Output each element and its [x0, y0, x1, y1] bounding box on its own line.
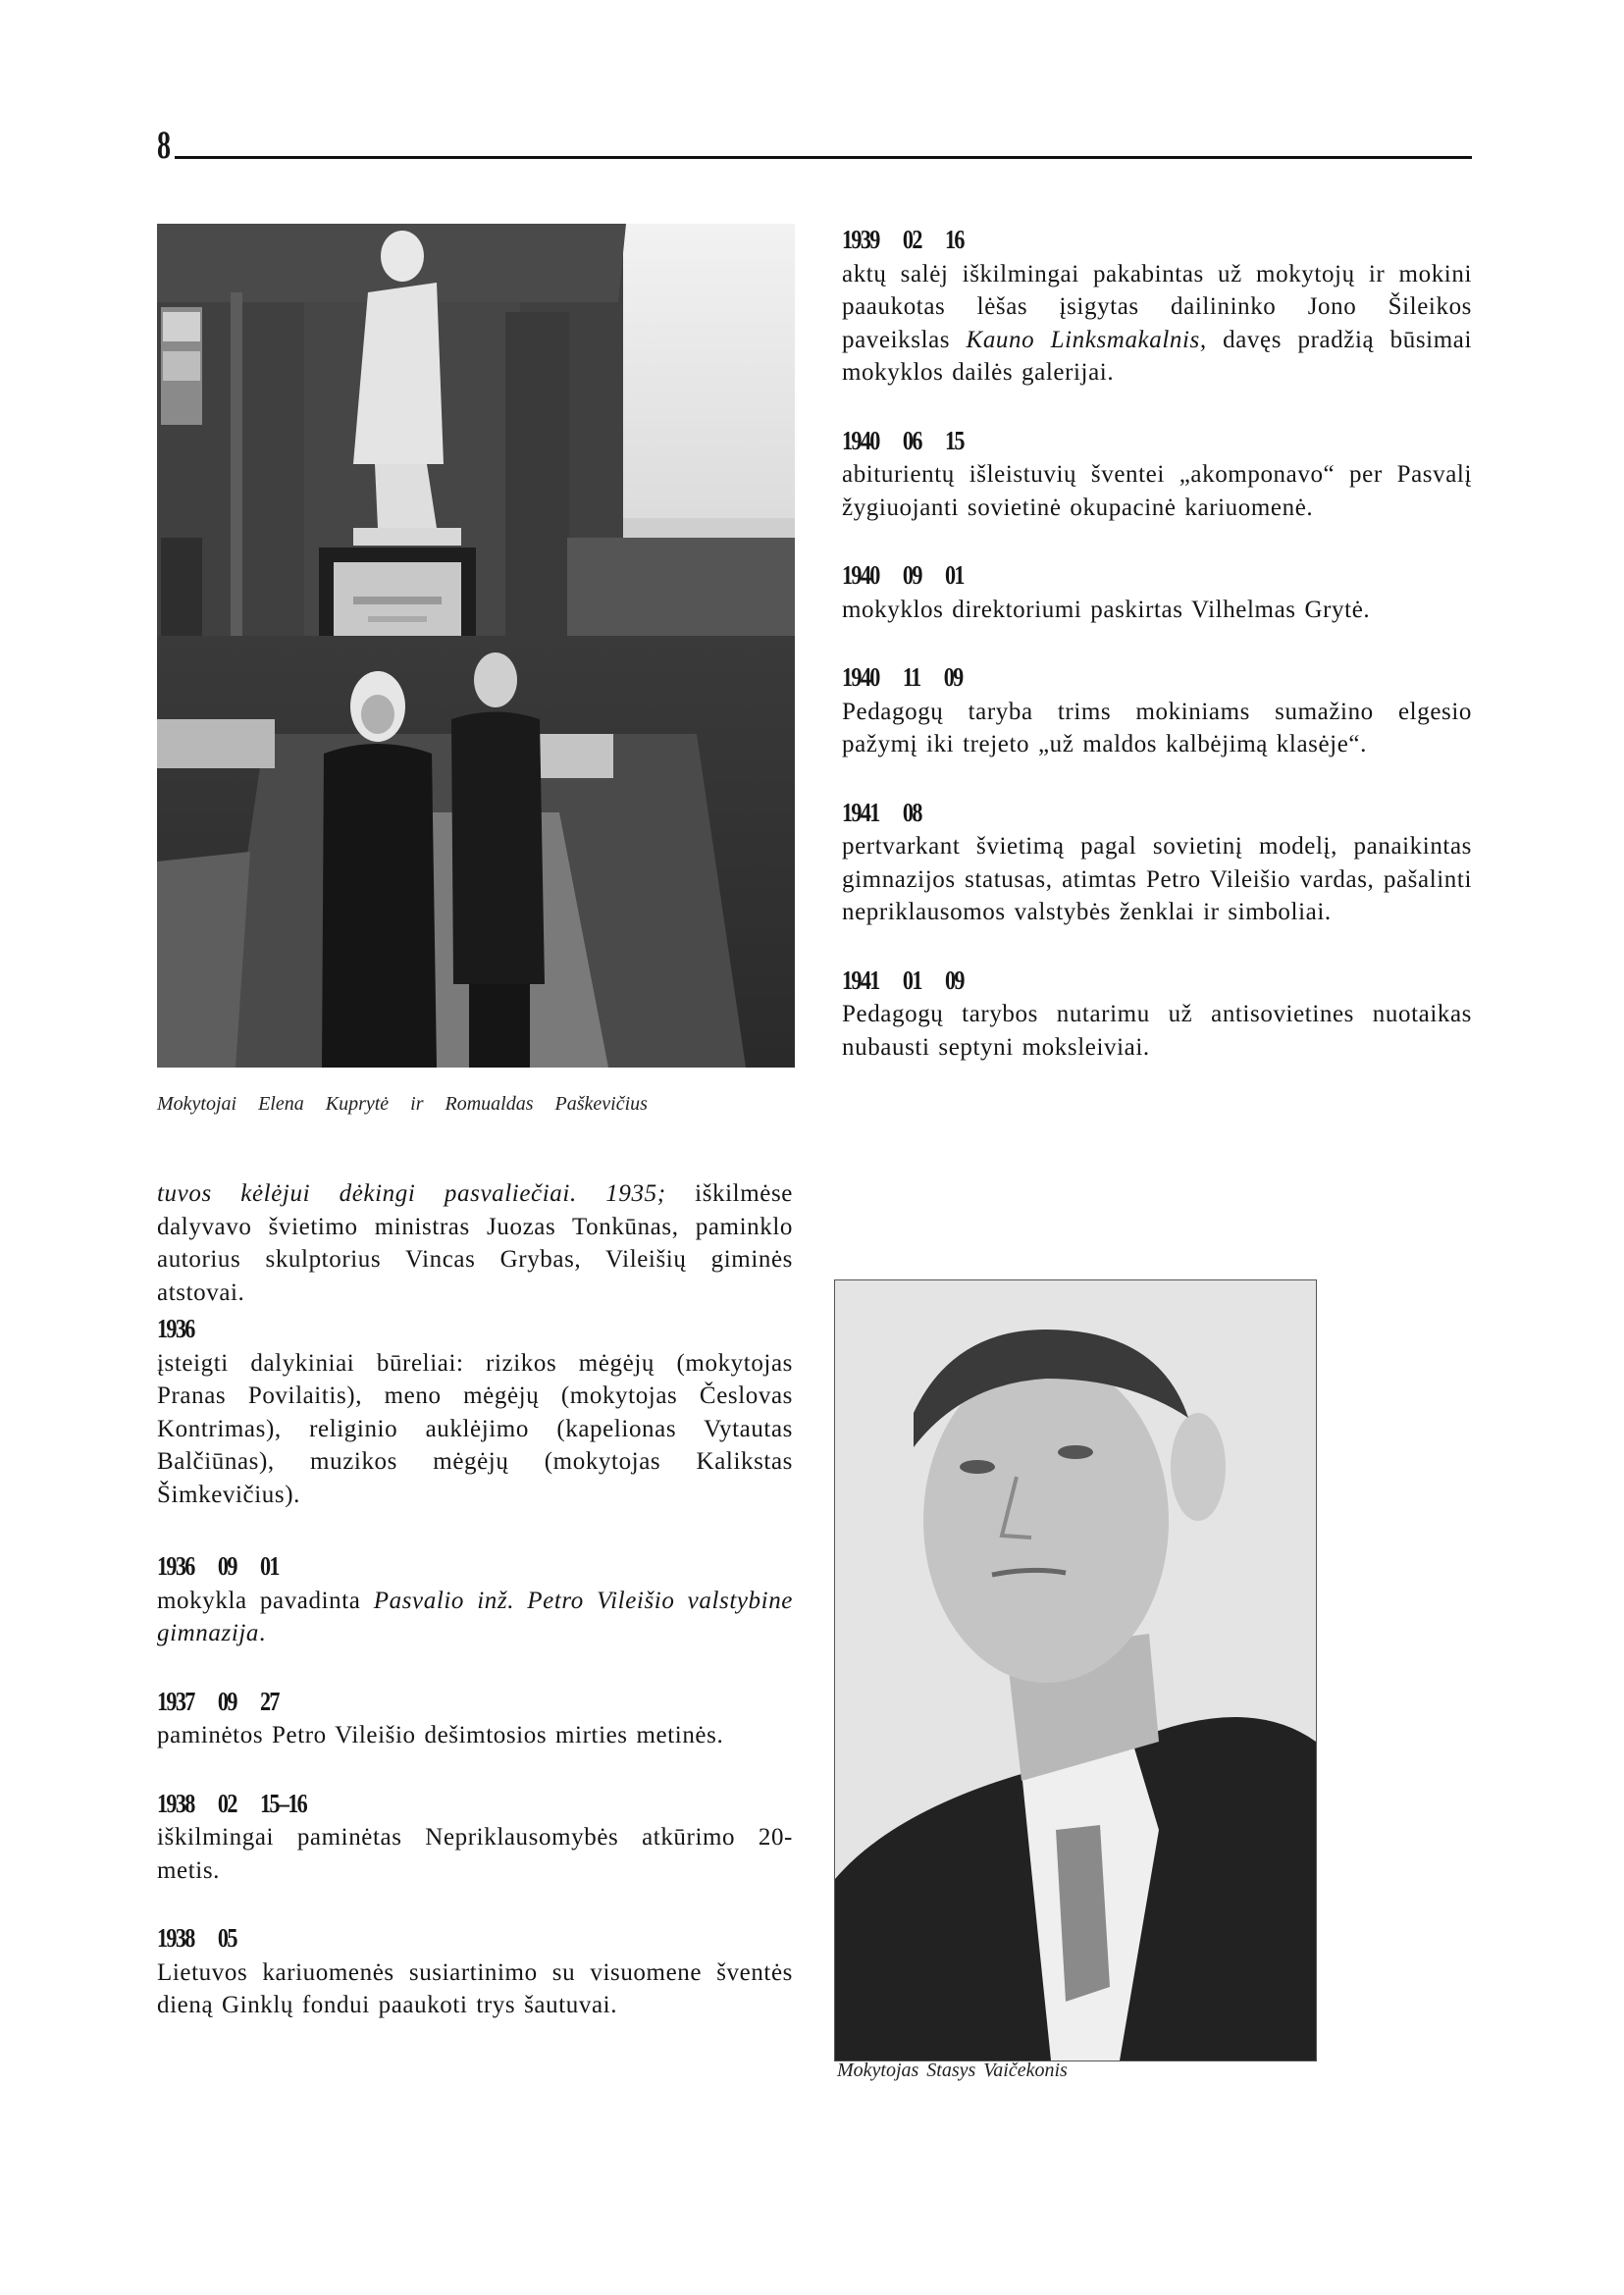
entry-text: iškilmingai paminėtas Nepriklausomybės atkūrimo 20-metis.	[157, 1824, 793, 1884]
entry-date: 1940 06 15	[842, 425, 964, 455]
entry-1938-02-15	[157, 1786, 793, 1888]
entry-date: 1940 09 01	[842, 560, 964, 590]
entry-date: 1938 05	[157, 1923, 236, 1953]
entry-1936-09-01	[157, 1548, 793, 1650]
entry-date: 1936 09 01	[157, 1551, 279, 1581]
entry-text: aktų salėj iškilmingai pakabintas už mokytojų ir mokini paaukotas lėšas įsigytas dailininko Jono Šileikos paveikslas	[842, 260, 1472, 353]
entry-date: 1940 11 09	[842, 662, 963, 692]
entry-1940-06-15	[842, 423, 1472, 525]
entry-text: Pedagogų tarybos nutarimu už antisovietines nuotaikas nubausti septyni moksleiviai.	[842, 1001, 1472, 1061]
portrait-photo-caption: Mokytojas Stasys Vaičekonis	[837, 2060, 1068, 2081]
page-number: 8	[157, 123, 171, 167]
header-rule	[175, 156, 1472, 159]
intro-italic: tuvos kėlėjui dėkingi pasvaliečiai. 1935;	[157, 1180, 666, 1207]
entry-date: 1941 08	[842, 797, 921, 827]
entry-text-end: davęs pradžią būsimai mokyklos dailės galerijai.	[842, 326, 1472, 386]
monument-photo	[157, 224, 795, 1068]
portrait-photo	[834, 1279, 1317, 2061]
entry-1939-02-16	[842, 222, 1472, 390]
entry-text: pertvarkant švietimą pagal sovietinį modelį, panaikintas gimnazijos statusas, atimtas Petro Vileišio vardas, pašalinti nepriklausomos valstybės ženklai ir simboliai.	[842, 833, 1472, 925]
entry-1940-09-01	[842, 557, 1472, 626]
monument-photo-caption: Mokytojai Elena Kuprytė ir Romualdas Paškevičius	[157, 1093, 648, 1115]
entry-text: paminėtos Petro Vileišio dešimtosios mirties metinės.	[157, 1722, 724, 1748]
entry-1941-01-09	[842, 963, 1472, 1065]
entry-date: 1941 01 09	[842, 965, 964, 995]
intro-text: iškilmėse dalyvavo švietimo ministras Juozas Tonkūnas, paminklo autorius skulptorius Vincas Grybas, Vileišių giminės atstovai.	[157, 1180, 793, 1306]
left-column	[157, 1177, 793, 2022]
entry-date: 1938 02 15–16	[157, 1788, 307, 1818]
entry-1940-11-09	[842, 659, 1472, 761]
entry-text: Lietuvos kariuomenės susiartinimo su visuomene šventės dieną Ginklų fondui paaukoti trys šautuvai.	[157, 1958, 793, 2018]
entry-1936	[157, 1311, 793, 1511]
entry-1937-09-27	[157, 1684, 793, 1752]
school-name: Pasvalio inž. Petro Vileišio valstybine gimnazija	[157, 1587, 794, 1646]
entry-1938-05	[157, 1920, 793, 2022]
entry-text-end: .	[259, 1620, 266, 1646]
entry-date: 1936	[157, 1314, 194, 1343]
right-column	[842, 222, 1472, 1064]
entry-text: abiturientų išleistuvių šventei „akomponavo“ per Pasvalį žygiuojanti sovietinė okupacinė kariuomenė.	[842, 461, 1472, 521]
entry-text: mokyklos direktoriumi paskirtas Vilhelmas Grytė.	[842, 596, 1371, 623]
entry-text: įsteigti dalykiniai būreliai: rizikos mėgėjų (mokytojas Pranas Povilaitis), meno mėgėjų (mokytojas Česlovas Kontrimas), religinio auklėjimo (kapelionas Vytautas Balčiūnas), muzikos mėgėjų (mokytojas Kalikstas Šimkevičius).	[157, 1349, 793, 1508]
entry-1941-08	[842, 795, 1472, 929]
entry-date: 1939 02 16	[842, 225, 964, 254]
entry-text: Pedagogų taryba trims mokiniams sumažino elgesio pažymį iki trejeto „už maldos kalbėjimą klasėje“.	[842, 698, 1472, 757]
entry-date: 1937 09 27	[157, 1686, 279, 1716]
intro-paragraph	[157, 1177, 793, 1309]
entry-text: mokykla pavadinta	[157, 1587, 374, 1614]
painting-title: Kauno Linksmakalnis,	[966, 326, 1207, 353]
